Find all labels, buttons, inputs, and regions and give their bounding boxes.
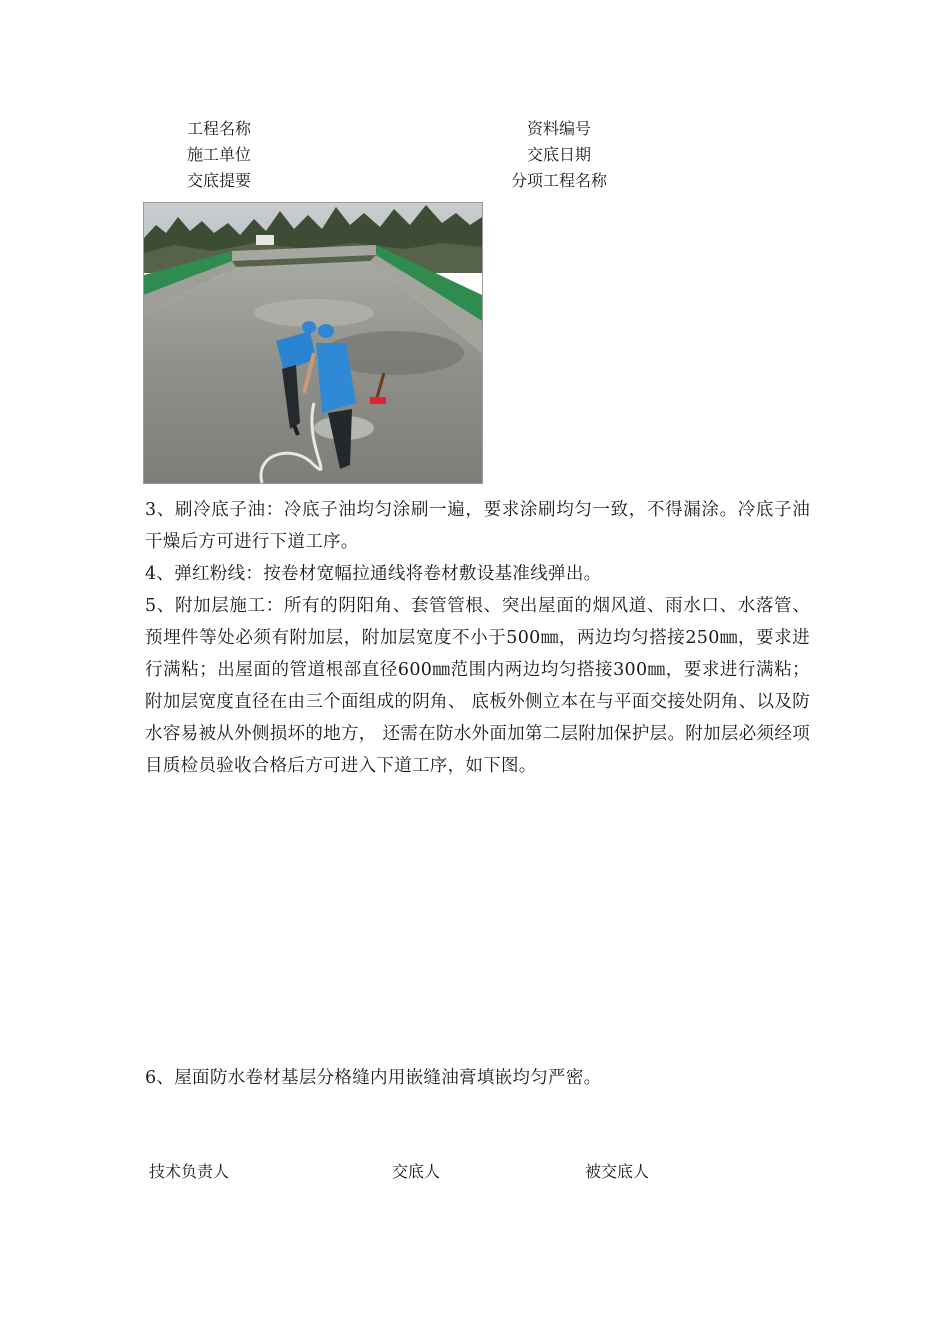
paragraph-3: 3、刷冷底子油：冷底子油均匀涂刷一遍，要求涂刷均匀一致，不得漏涂。冷底子油干燥后方可进行下道工序。 [145, 500, 810, 552]
tech-lead-label: 技术负责人 [149, 1162, 230, 1181]
recipient-label: 被交底人 [585, 1162, 650, 1181]
paragraph-6: 6、屋面防水卷材基层分格缝内用嵌缝油膏填嵌均匀严密。 [145, 1068, 602, 1088]
rooftop-waterproofing-photo [143, 202, 483, 484]
paragraph-4: 4、弹红粉线：按卷材宽幅拉通线将卷材敷设基准线弹出。 [145, 564, 602, 584]
paragraph-5: 5、附加层施工：所有的阴阳角、套管管根、突出屋面的烟风道、雨水口、水落管、预埋件等处必须有附加层，附加层宽度不小于500㎜，两边均匀搭接250㎜，要求进行满粘；出屋面的管道根部直径600㎜范围内两边均匀搭接300㎜，要求进行满粘；附加层宽度直径在由三个面组成的阴角、 底板外侧立本在与平面交接处阴角、以及防水容易被从外侧损坏的地方， 还需在防水外面加第二层附加保护层。附加层必须经项目质检员验收合格后方可进入下道工序，如下图。 [145, 596, 810, 776]
briefing-date-label: 交底日期 [527, 145, 592, 164]
briefer-label: 交底人 [392, 1162, 441, 1181]
briefing-summary-label: 交底提要 [187, 171, 252, 190]
construction-unit-label: 施工单位 [187, 145, 252, 164]
project-name-label: 工程名称 [187, 119, 252, 138]
subitem-name-label: 分项工程名称 [511, 171, 608, 190]
doc-number-label: 资料编号 [527, 119, 592, 138]
